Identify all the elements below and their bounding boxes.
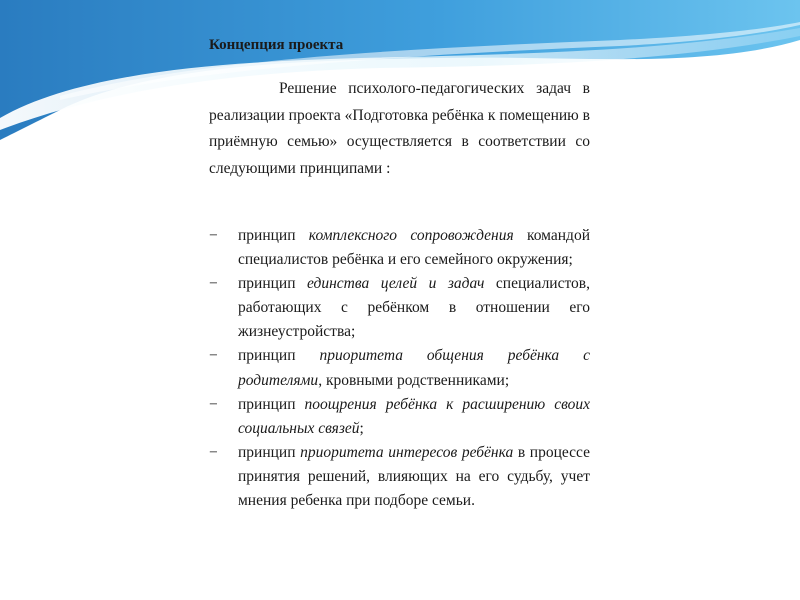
bullet-dash: −: [209, 227, 218, 244]
principle-lead: принцип: [238, 275, 308, 293]
principle-item: [209, 441, 590, 513]
principle-emphasis: единства целей и задач: [307, 275, 485, 293]
principles-list: [209, 224, 590, 513]
principle-rest: специалистов, работающих с ребёнком в отношении его жизнеустройства;: [238, 275, 590, 341]
bullet-dash: −: [209, 275, 218, 293]
principle-lead: принцип: [238, 347, 320, 365]
slide-title: Концепция проекта: [209, 37, 344, 53]
principle-emphasis: комплексного сопровождения: [308, 227, 514, 244]
bullet-dash: −: [209, 443, 218, 461]
principle-rest: командой специалистов ребёнка и его семейного окружения;: [238, 227, 590, 269]
principle-lead: принцип: [238, 227, 309, 244]
principle-lead: принцип: [238, 395, 305, 413]
principle-emphasis: приоритета общения ребёнка с родителями: [238, 347, 590, 389]
principle-emphasis: поощрения ребёнка к расширению своих социальных связей: [238, 395, 590, 437]
bullet-dash: −: [209, 347, 218, 365]
principle-rest: ;: [359, 419, 364, 437]
intro-paragraph: [209, 76, 590, 182]
principle-rest: в процессе принятия решений, влияющих на его судьбу, учет мнения ребенка при подборе семьи.: [238, 443, 590, 510]
principle-lead: принцип: [238, 443, 301, 461]
principle-rest: , кровными родственниками;: [318, 371, 510, 389]
bullet-dash: −: [209, 395, 218, 413]
principle-emphasis: приоритета интересов ребёнка: [300, 443, 514, 461]
principle-item: [209, 344, 590, 392]
intro-text: Решение психолого-педагогических задач в реализации проекта «Подготовка ребёнка к помещению в приёмную семью» осуществляется в соответствии со следующими принципами :: [209, 80, 590, 177]
principle-item: [209, 272, 590, 344]
principle-item: [209, 393, 590, 441]
principle-item: [209, 224, 590, 272]
